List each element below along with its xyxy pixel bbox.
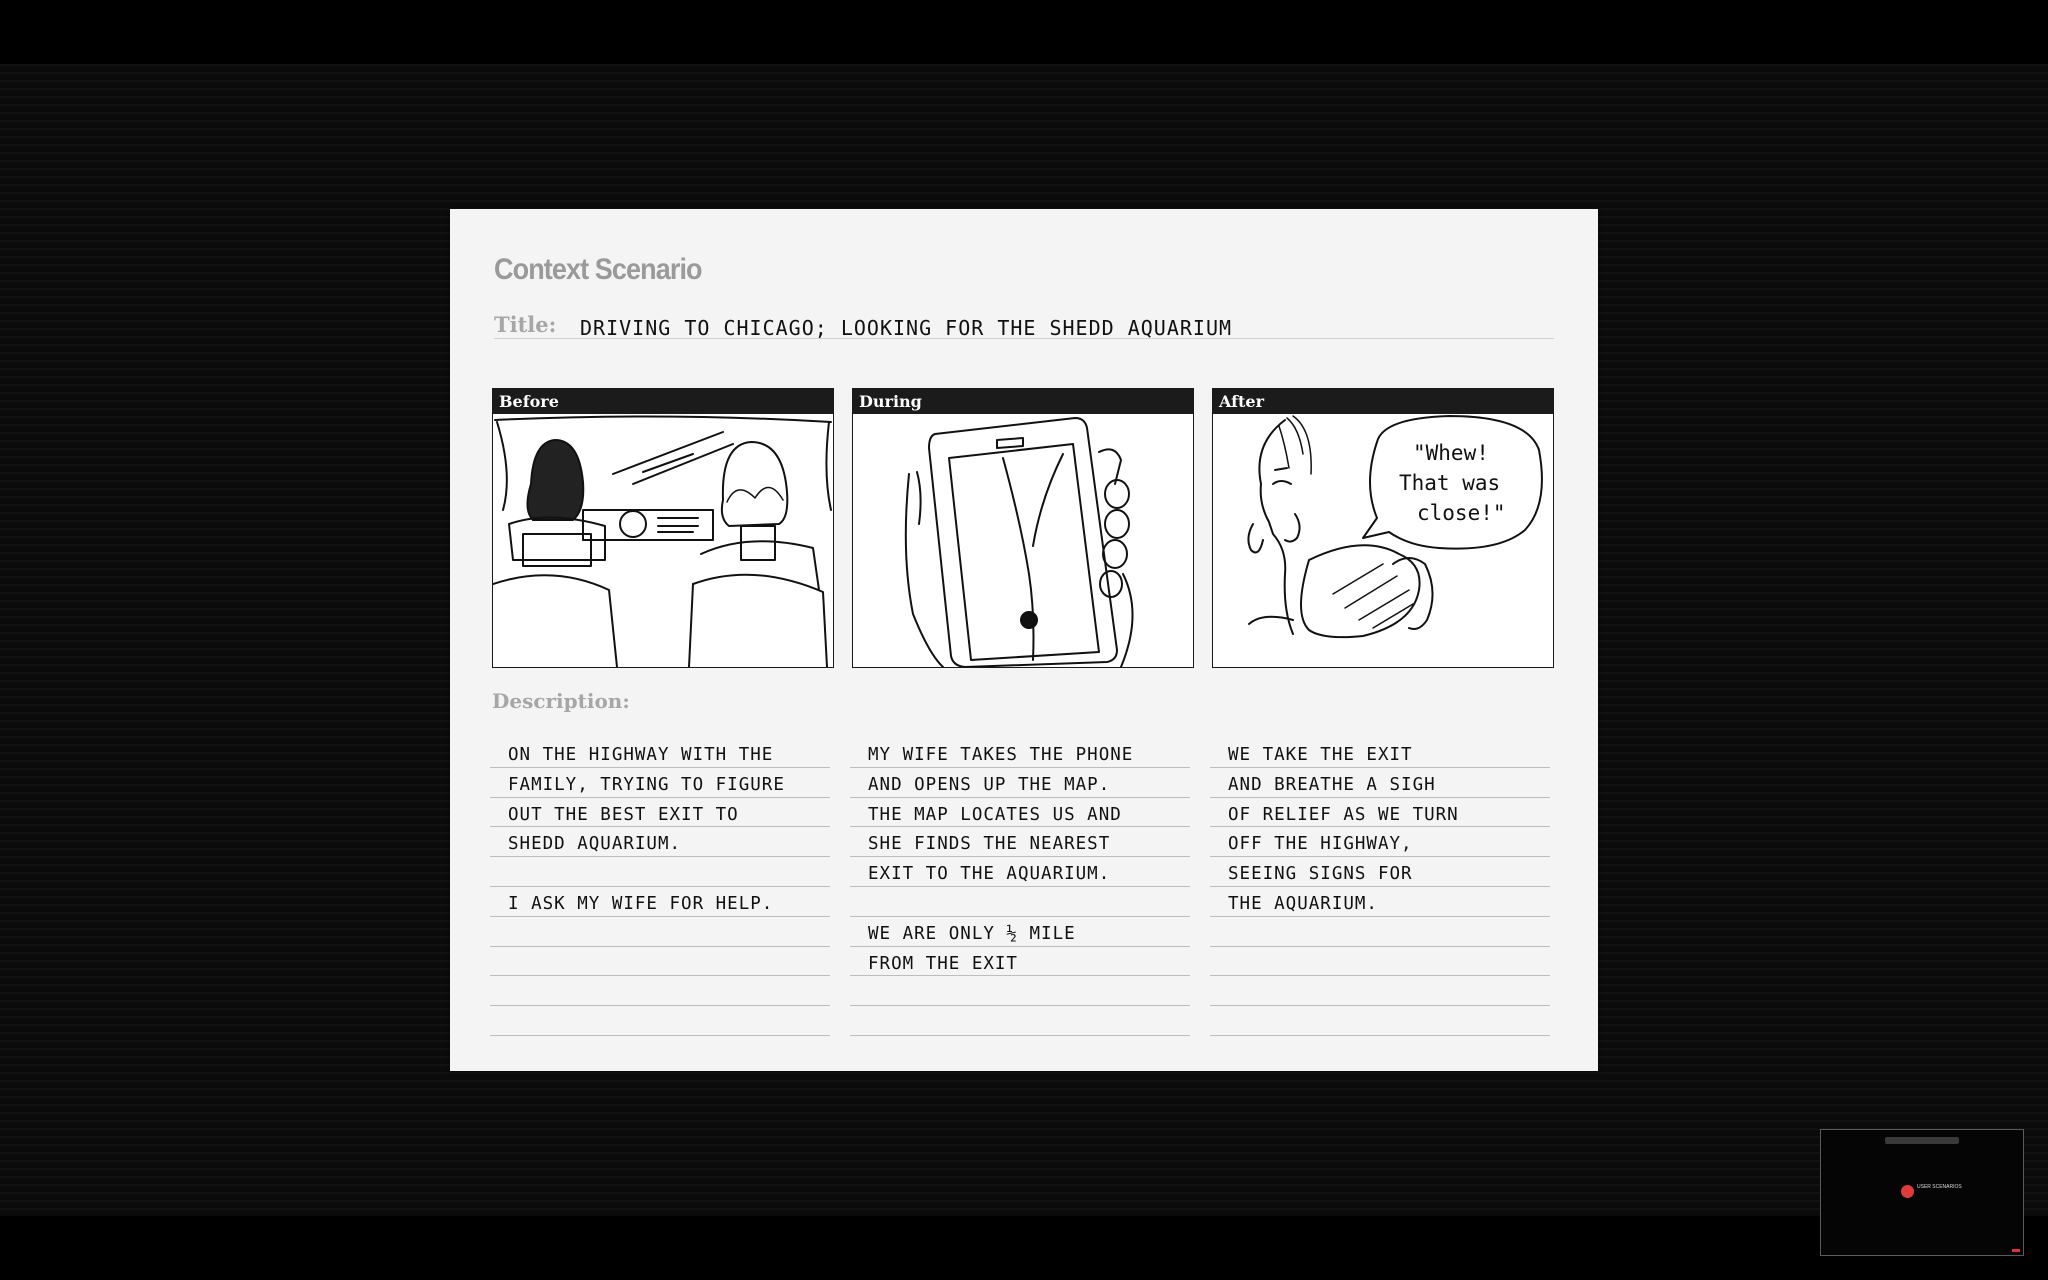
storyboard-panel-before bbox=[492, 388, 834, 668]
pip-logo-text: USER SCENARIOS bbox=[1917, 1184, 1962, 1190]
ruled-line bbox=[490, 1035, 830, 1036]
storyboard-panel-during bbox=[852, 388, 1194, 668]
ruled-line bbox=[1210, 946, 1550, 947]
panel-label-during: During bbox=[853, 389, 1193, 414]
ruled-line bbox=[490, 1005, 830, 1006]
title-label: Title: bbox=[494, 312, 557, 337]
context-scenario-card bbox=[450, 209, 1598, 1071]
storyboard-panel-after bbox=[1212, 388, 1554, 668]
description-column-during bbox=[850, 737, 1190, 1047]
ruled-line bbox=[1210, 1005, 1550, 1006]
description-label: Description: bbox=[492, 689, 630, 713]
title-value: DRIVING TO CHICAGO; LOOKING FOR THE SHEDD AQUARIUM bbox=[580, 316, 1233, 340]
phone-map-sketch bbox=[853, 414, 1193, 667]
description-column-before bbox=[490, 737, 830, 1047]
description-column-after bbox=[1210, 737, 1550, 1047]
ruled-line bbox=[490, 946, 830, 947]
speech-bubble-line2: That was bbox=[1399, 471, 1501, 495]
card-heading: Context Scenario bbox=[494, 253, 702, 286]
car-interior-sketch bbox=[493, 414, 833, 667]
ruled-line bbox=[850, 1005, 1190, 1006]
speech-bubble-line3: close!" bbox=[1417, 501, 1506, 525]
description-before: ON THE HIGHWAY WITH THE FAMILY, TRYING TO FIGURE OUT THE BEST EXIT TO SHEDD AQUARIUM. I ASK MY WIFE FOR HELP. bbox=[508, 745, 785, 914]
description-during: MY WIFE TAKES THE PHONE AND OPENS UP THE MAP. THE MAP LOCATES US AND SHE FINDS THE NEAREST EXIT TO THE AQUARIUM. WE ARE ONLY ½ MILE FROM THE EXIT bbox=[868, 745, 1134, 974]
picture-in-picture-thumbnail[interactable] bbox=[1820, 1129, 2024, 1256]
ruled-line bbox=[1210, 1035, 1550, 1036]
pip-url-bar bbox=[1885, 1137, 1959, 1144]
ruled-line bbox=[1210, 975, 1550, 976]
description-after: WE TAKE THE EXIT AND BREATHE A SIGH OF RELIEF AS WE TURN OFF THE HIGHWAY, SEEING SIGNS FOR THE AQUARIUM. bbox=[1228, 745, 1459, 914]
ruled-line bbox=[850, 1035, 1190, 1036]
record-indicator-icon bbox=[2012, 1249, 2020, 1252]
panel-label-after: After bbox=[1213, 389, 1553, 414]
logo-icon bbox=[1901, 1185, 1914, 1198]
panel-label-before: Before bbox=[493, 389, 833, 414]
ruled-line bbox=[490, 975, 830, 976]
speech-bubble-line1: "Whew! bbox=[1413, 441, 1489, 465]
relieved-driver-sketch bbox=[1213, 414, 1553, 667]
